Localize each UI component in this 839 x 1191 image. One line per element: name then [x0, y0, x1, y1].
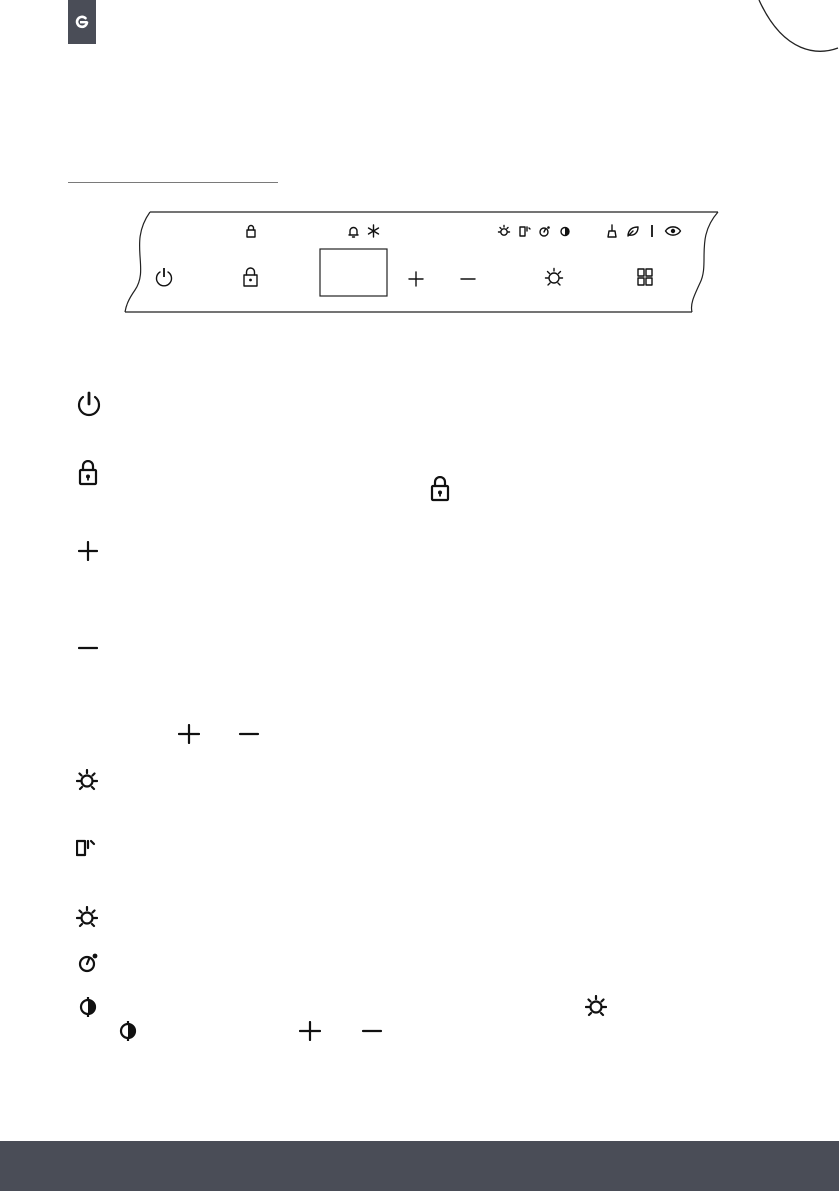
legend-plus-icon	[78, 541, 98, 561]
logo-e-icon	[74, 14, 90, 30]
indicator-clock-alert-icon	[540, 226, 550, 236]
legend-clock-alert-icon	[78, 952, 100, 974]
brand-logo	[68, 0, 96, 44]
panel-plus-button-icon	[409, 272, 423, 286]
indicator-leaf-icon	[628, 227, 638, 236]
legend-sun-icon	[76, 769, 98, 791]
legend-inline-lock-icon	[430, 476, 450, 502]
legend-sun-icon-2	[76, 906, 98, 928]
legend-power-icon	[75, 391, 103, 419]
legend-lock-icon	[78, 460, 98, 486]
legend-minus-icon	[78, 638, 98, 658]
legend-inline-plus-icon-2	[299, 1021, 321, 1041]
legend-door-open-icon	[76, 838, 98, 858]
legend-inline-half-contrast-icon	[118, 1021, 138, 1041]
indicator-sun-icon	[499, 226, 510, 236]
panel-outline	[125, 212, 718, 312]
indicator-door-open-icon	[520, 227, 530, 236]
legend-inline-plus-icon	[178, 724, 200, 744]
footer-bar	[0, 1141, 839, 1191]
legend-inline-minus-icon-2	[361, 1021, 383, 1041]
legend-inline-minus-icon	[238, 724, 260, 744]
control-panel	[120, 208, 730, 318]
panel-lock-button-icon	[244, 268, 257, 286]
indicator-lock-icon	[247, 226, 255, 238]
indicator-bell-icon	[349, 228, 358, 238]
panel-display-window	[320, 249, 387, 296]
legend-inline-sun-icon	[585, 995, 607, 1017]
indicator-broom-icon	[608, 225, 616, 237]
indicator-half-contrast-icon	[561, 228, 569, 236]
indicator-snowflake-icon	[369, 225, 379, 237]
legend-half-contrast-icon	[78, 997, 98, 1017]
panel-sun-button-icon	[546, 269, 563, 286]
page-corner-curve	[749, 0, 839, 70]
indicator-eye-icon	[666, 227, 681, 235]
section-divider	[68, 182, 278, 183]
panel-grid-button-icon	[638, 269, 652, 285]
panel-power-button-icon	[157, 268, 172, 286]
